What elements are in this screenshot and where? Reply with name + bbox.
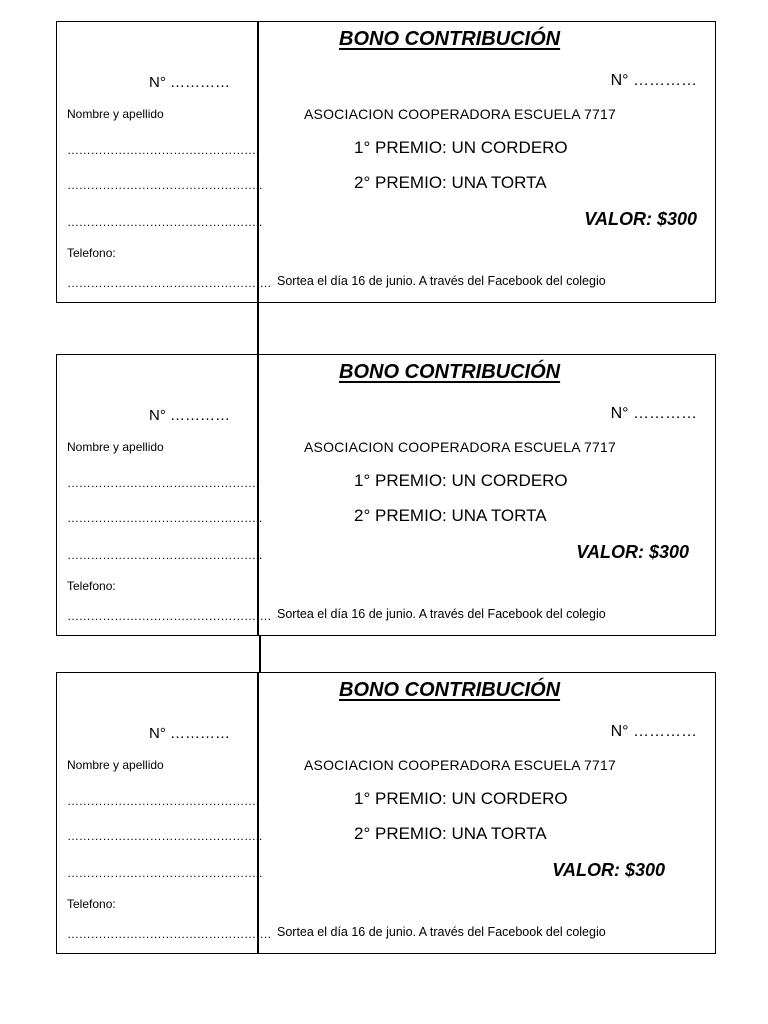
stub-name-line: …………………………………………..: [67, 178, 263, 192]
ticket-title: BONO CONTRIBUCIÓN: [339, 361, 561, 383]
stub-phone-line: …………………………………………….: [67, 276, 271, 290]
association-name: ASOCIACION COOPERADORA ESCUELA 7717: [304, 439, 616, 455]
ticket-stub: [57, 22, 271, 302]
ticket-body: [259, 22, 715, 302]
stub-number-label: N° …………: [149, 725, 230, 742]
stub-name-label: Nombre y apellido: [67, 758, 164, 772]
ticket-title: BONO CONTRIBUCIÓN: [339, 679, 561, 701]
ticket-body: [259, 355, 715, 635]
first-prize: 1° PREMIO: UN CORDERO: [354, 138, 568, 157]
ticket-number-label: N° …………: [610, 723, 697, 740]
stub-phone-line: …………………………………………….: [67, 927, 271, 941]
cut-line: [257, 303, 259, 354]
ticket-number-label: N° …………: [610, 72, 697, 89]
ticket-price: VALOR: $300: [552, 860, 665, 880]
stub-phone-label: Telefono:: [67, 246, 116, 260]
second-prize: 2° PREMIO: UNA TORTA: [354, 173, 547, 192]
stub-number-label: N° …………: [149, 407, 230, 424]
stub-name-line: …………………………………………..: [67, 215, 263, 229]
raffle-date-note: Sortea el día 16 de junio. A través del Facebook del colegio: [277, 607, 606, 621]
ticket-stub: [57, 355, 271, 635]
ticket-price: VALOR: $300: [576, 542, 689, 562]
association-name: ASOCIACION COOPERADORA ESCUELA 7717: [304, 757, 616, 773]
ticket-price: VALOR: $300: [584, 209, 697, 229]
first-prize: 1° PREMIO: UN CORDERO: [354, 471, 568, 490]
ticket-body: [259, 673, 715, 953]
stub-name-line: …………………………………………..: [67, 548, 263, 562]
raffle-date-note: Sortea el día 16 de junio. A través del Facebook del colegio: [277, 925, 606, 939]
stub-name-line: ………………………………………….: [67, 143, 259, 157]
stub-name-line: ………………………………………….: [67, 476, 259, 490]
raffle-ticket-3: [56, 672, 716, 954]
stub-phone-line: …………………………………………….: [67, 609, 271, 623]
stub-name-label: Nombre y apellido: [67, 440, 164, 454]
raffle-ticket-1: [56, 21, 716, 303]
stub-phone-label: Telefono:: [67, 579, 116, 593]
stub-name-line: ………………………………………….: [67, 794, 259, 808]
stub-name-label: Nombre y apellido: [67, 107, 164, 121]
ticket-number-label: N° …………: [610, 405, 697, 422]
stub-name-line: …………………………………………..: [67, 829, 263, 843]
raffle-ticket-2: [56, 354, 716, 636]
stub-name-line: …………………………………………..: [67, 866, 263, 880]
ticket-title: BONO CONTRIBUCIÓN: [339, 28, 561, 50]
ticket-stub: [57, 673, 271, 953]
association-name: ASOCIACION COOPERADORA ESCUELA 7717: [304, 106, 616, 122]
stub-phone-label: Telefono:: [67, 897, 116, 911]
stub-number-label: N° …………: [149, 74, 230, 91]
raffle-date-note: Sortea el día 16 de junio. A través del Facebook del colegio: [277, 274, 606, 288]
second-prize: 2° PREMIO: UNA TORTA: [354, 824, 547, 843]
stub-name-line: …………………………………………..: [67, 511, 263, 525]
first-prize: 1° PREMIO: UN CORDERO: [354, 789, 568, 808]
second-prize: 2° PREMIO: UNA TORTA: [354, 506, 547, 525]
cut-line: [259, 636, 261, 672]
